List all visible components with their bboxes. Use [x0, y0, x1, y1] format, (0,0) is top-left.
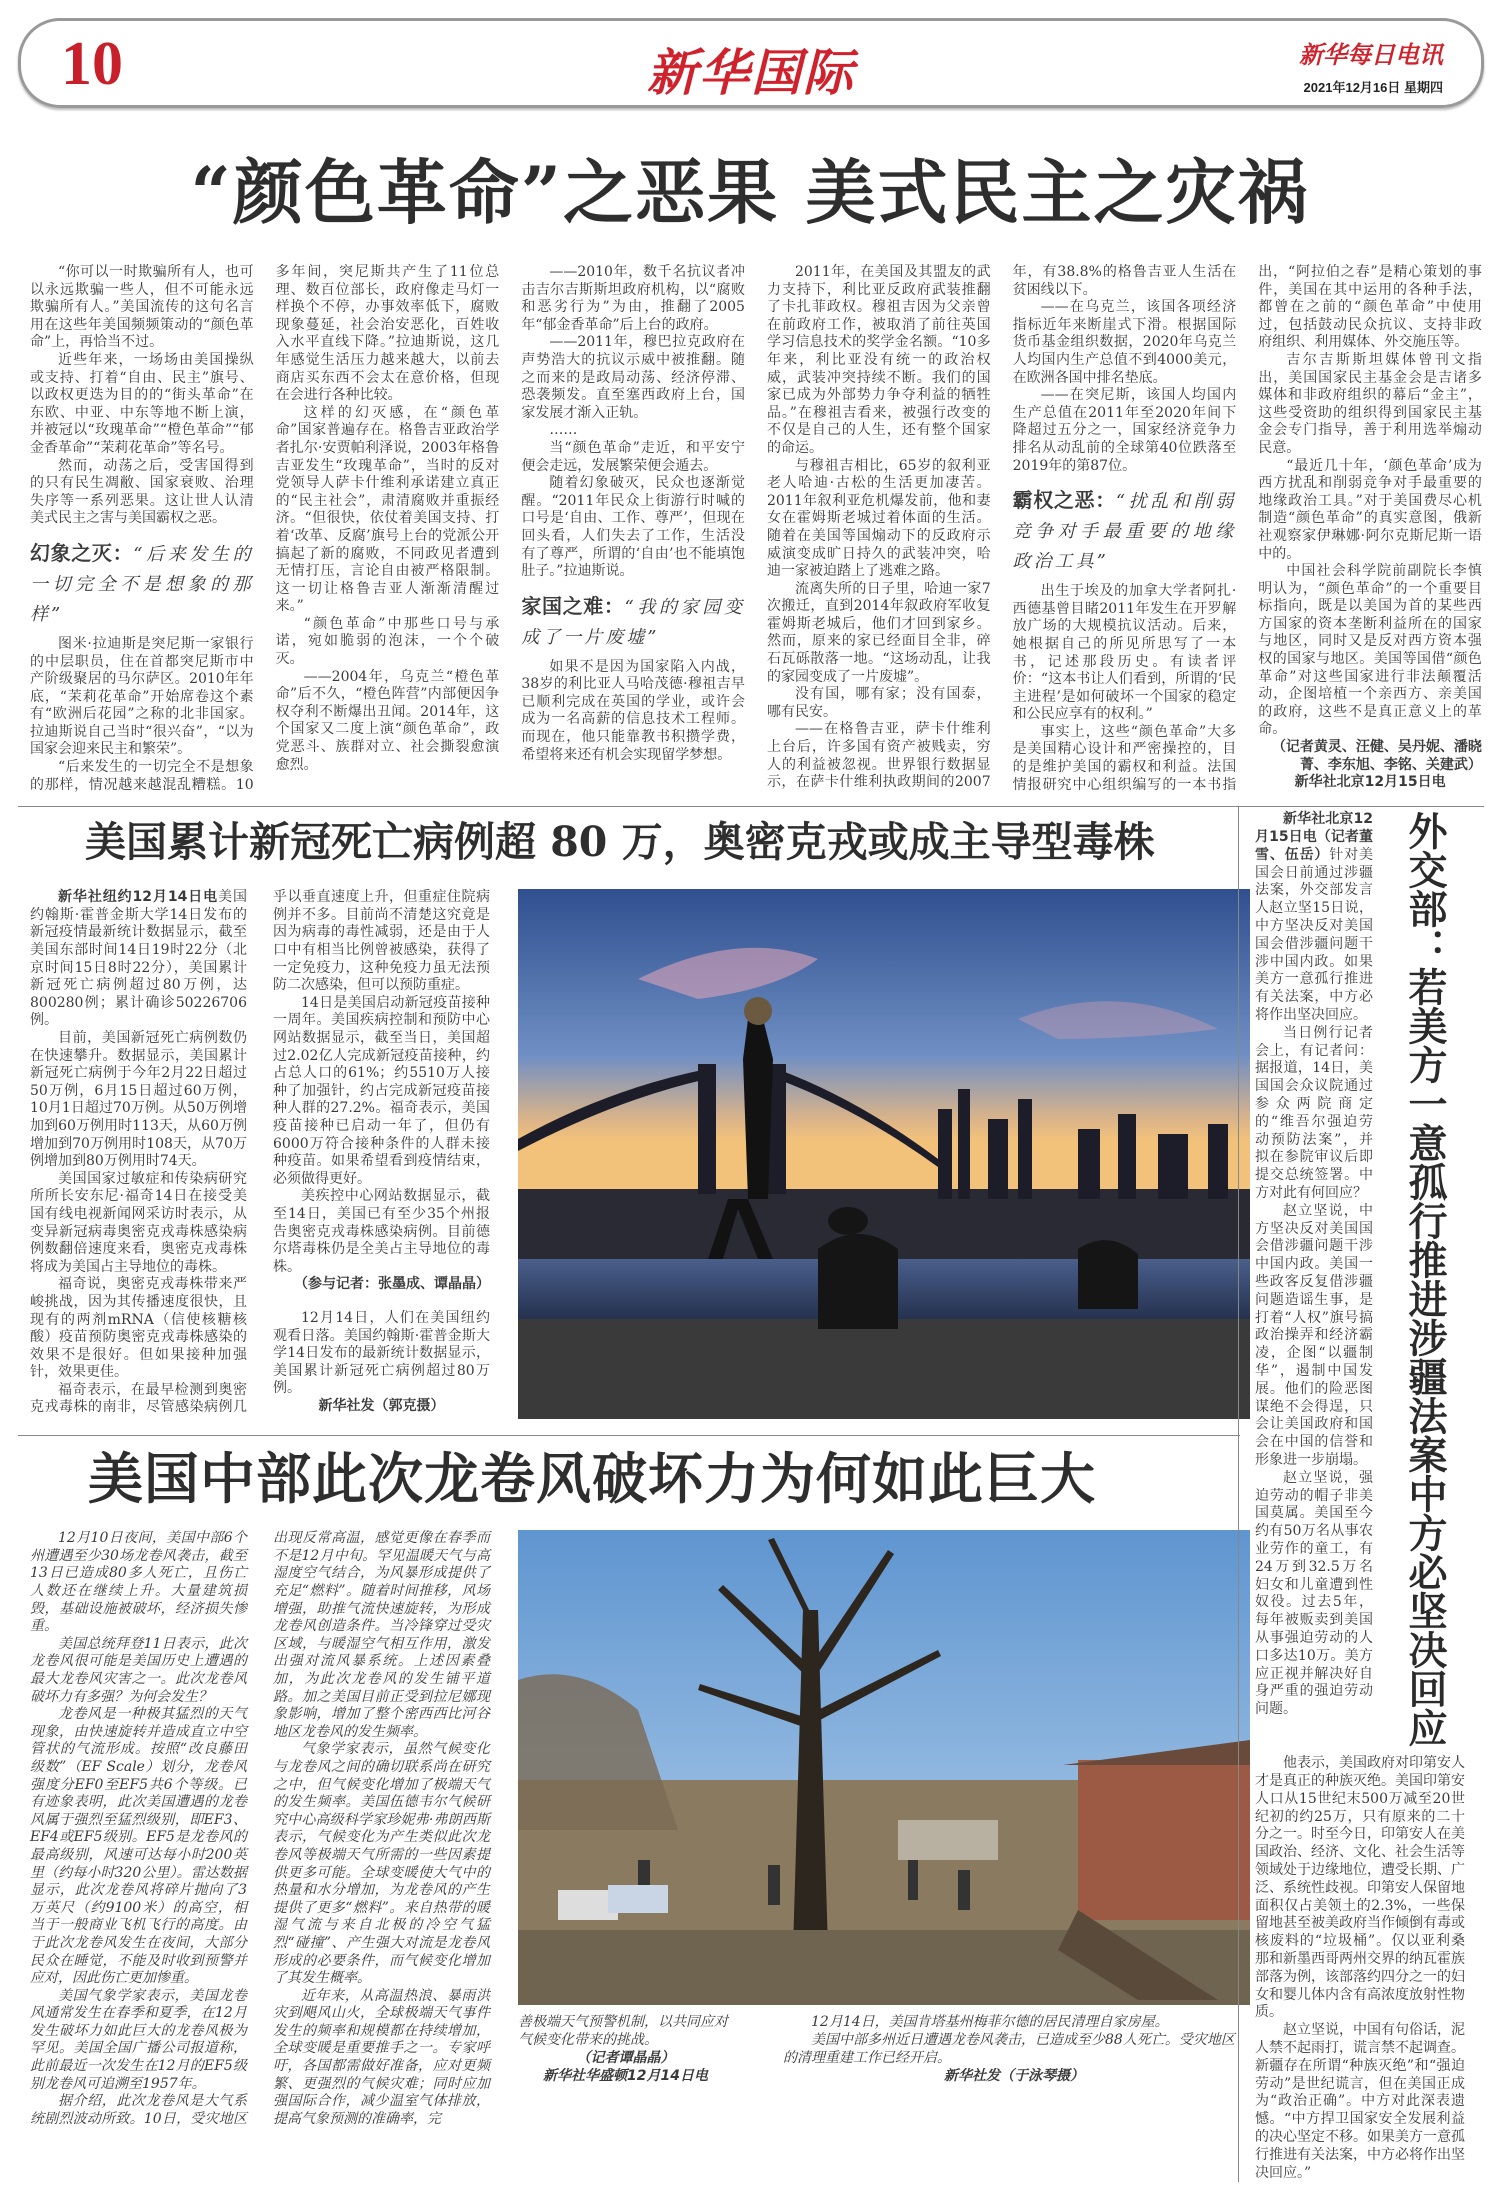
- headline-tornado: 美国中部此次龙卷风破坏力为何如此巨大: [88, 1446, 1097, 1512]
- dateline: 新华社华盛顿12月14日电: [543, 2068, 708, 2085]
- lower-section: [0, 807, 1484, 2182]
- paragraph: 如果不是因为国家陷入内战，38岁的利比亚人马哈茂德·穆祖吉早已顺利完成在英国的学业，或许会成为一名高薪的信息技术工程师。而现在，他只能靠教书积攒学费，希望将来还有机会实现留学梦想。: [521, 658, 745, 763]
- paragraph: 美国中部多州近日遭遇龙卷风袭击，已造成至少88人死亡。受灾地区的清理重建工作已经开启。: [783, 2032, 1235, 2067]
- paragraph: 2011年，在美国及其盟友的武力支持下，利比亚反政府武装推翻了卡扎菲政权。穆祖吉因为父亲曾在前政府工作，被取消了前往英国学习信息技术的奖学金名额。“10多年来，利比亚没有统一的政治权威，武装冲突持续不断。我们的国家已成为外部势力争夺利益的牺牲品。”在穆祖吉看来，被强行改变的不仅是自己的人生，还有整个国家的命运。: [766, 264, 991, 456]
- paper-name-logo: 新华每日电讯: [1299, 40, 1443, 69]
- dateline: 新华社发（于泳琴摄）: [944, 2068, 1084, 2085]
- reporter-credit: （记者黄灵、汪健、吴丹妮、潘晓菁、李东旭、李铭、关建武）: [1271, 739, 1482, 773]
- paragraph: 12月14日，美国肯塔基州梅菲尔德的居民清理自家房屋。: [811, 2014, 1169, 2031]
- reporter-credit: （参与记者：张墨成、谭晶晶）: [294, 1276, 490, 1293]
- paragraph: 随着幻象破灭，民众也逐渐觉醒。“2011年民众上街游行时喊的口号是‘自由、工作、尊严’，但现在回头看，人们失去了工作，生活没有了尊严，所谓的‘自由’也不能填饱肚子。”拉迪斯说。: [521, 475, 745, 580]
- paragraph: 出生于埃及的加拿大学者阿扎·西德基曾目睹2011年发生在开罗解放广场的大规模抗议活动。后来，她根据自己的所见所思写了一本书，记述那段历史。有读者评价：“这本书让人们看到，所谓的‘民主进程’是如何破坏一个国家的稳定和公民应享有的权利。”: [1012, 583, 1237, 723]
- tornado-row: [30, 1530, 1240, 2128]
- photo-tornado-cleanup: [518, 1530, 1250, 2005]
- paragraph: [1255, 811, 1373, 1025]
- headline-color-revolution: “颜色革命”之恶果 美式民主之灾祸: [190, 151, 1310, 234]
- lower-main-column: [0, 807, 1240, 2182]
- paragraph: 美疾控中心网站数据显示，截至14日，美国已有至少35个州报告奥密克戎毒株感染病例。目前德尔塔毒株仍是全美占主导地位的毒株。: [273, 1188, 490, 1275]
- paragraph: 吉尔吉斯斯坦媒体曾刊文指出，美国国家民主基金会是吉诸多媒体和非政府组织的幕后“金主”，这些受资助的组织得到国家民主基金会专门指导，善于利用选举煽动民意。: [1258, 351, 1482, 456]
- paragraph: “颜色革命”中那些口号与承诺，宛如脆弱的泡沫，一个个破灭。: [275, 615, 500, 668]
- photo-caption-tornado: [783, 2013, 1245, 2085]
- page-number: 10: [61, 30, 123, 98]
- photo-new-york-sunset: [518, 889, 1250, 1419]
- paragraph: ——2011年，穆巴拉克政府在声势浩大的抗议示威中被推翻。随之而来的是政局动荡、经济停滞、恐袭频发。直至塞西政府上台，国家发展才渐入正轨。: [521, 334, 745, 421]
- issue-date: 2021年12月16日 星期四: [1303, 80, 1443, 95]
- subheading: [30, 538, 254, 630]
- paragraph: 福奇说，奥密克戎毒株带来严峻挑战，因为其传播速度很快，且现有的两剂mRNA（信使核糖核酸）疫苗预防奥密克戎毒株感染的效果不是很好。但如果接种加强针，效果更佳。: [30, 1276, 247, 1381]
- article-tornado-body-end: [518, 2013, 733, 2085]
- subheading-quote: “后来发生的一切完全不是想象的那样”: [30, 543, 254, 625]
- dateline: 新华社北京12月15日电: [1294, 774, 1446, 791]
- covid-row: [30, 889, 1240, 1419]
- paragraph: 当日例行记者会上，有记者问：据报道，14日，美国国会众议院通过参众两院商定的“维吾尔强迫劳动预防法案”，并拟在参院审议后即提交总统签署。中方对此有何回应？: [1255, 1024, 1373, 1201]
- masthead: [18, 18, 1484, 108]
- paragraph: 他表示，美国政府对印第安人才是真正的种族灭绝。美国印第安人口从15世纪末500万减至20世纪初的约25万，只有原来的二十分之一。时至今日，印第安人在美国政治、经济、文化、社会生活等领域处于边缘地位，遭受长期、广泛、系统性歧视。印第安人保留地面积仅占美领土的2.3%，一些保留地甚至被美政府当作倾倒有毒或核废料的“垃圾桶”。仅以亚利桑那和新墨西哥两州交界的纳瓦霍族部落为例，该部落约四分之一的妇女和婴儿体内含有高浓度放射性物质。: [1255, 1755, 1465, 2021]
- paragraph: ——在乌克兰，该国各项经济指标近年来断崖式下滑。根据国际货币基金组织数据，2020年乌克兰人均国内生产总值不到4000美元，在欧洲各国中排名垫底。: [1012, 299, 1237, 386]
- paragraph: ——2010年，数千名抗议者冲击吉尔吉斯斯坦政府机构，以“腐败和恶劣行为”为由，推翻了2005年“郁金香革命”后上台的政府。: [521, 264, 745, 333]
- article-foreign-ministry-body: [1255, 811, 1373, 1719]
- paragraph: 与穆祖吉相比，65岁的叙利亚老人哈迪·古松的生活更加凄苦。2011年叙利亚危机爆发前，他和妻女在霍姆斯老城过着体面的生活。随着在美国等国煽动下的反政府示威演变成旷日持久的武装冲突，哈迪一家被迫踏上了逃难之路。: [766, 457, 991, 580]
- subheading-label: 霸权之恶：: [1012, 488, 1116, 513]
- dateline: （记者谭晶晶）: [576, 2050, 675, 2067]
- paragraph: 目前，美国新冠死亡病例数仍在快速攀升。数据显示，美国累计新冠死亡病例于今年2月22日超过50万例，6月15日超过60万例，10月1日超过70万例。从50万例增加到60万例用时113天，从60万例增加到70万例用时108天，从70万例增加到80万例用时74天。: [30, 1030, 247, 1170]
- paragraph: 没有国，哪有家；没有国泰，哪有民安。: [766, 686, 991, 720]
- paragraph: 当“颜色革命”走近，和平安宁便会走远，发展繁荣便会遁去。: [521, 439, 745, 474]
- article-tornado-body: [30, 1530, 490, 2128]
- paragraph: 气象学家表示，虽然气候变化与龙卷风之间的确切联系尚在研究之中，但气候变化增加了极端天气的发生频率。美国伍德韦尔气候研究中心高级科学家珍妮弗·弗朗西斯表示，气候变化为产生类似此次龙卷风等极端天气所需的一些因素提供更多可能。全球变暖使大气中的热量和水分增加，为龙卷风的产生提供了更多“燃料”。来自热带的暖湿气流与来自北极的冷空气猛烈“碰撞”、产生强大对流是龙卷风形成的必要条件，而气候变化增加了其发生概率。: [273, 1741, 490, 1987]
- dateline-lead: 新华社北京12月15日电（记者董雪、伍岳）: [1255, 811, 1373, 863]
- subheading: [1013, 485, 1237, 577]
- dateline-lead: 新华社纽约12月14日电: [58, 889, 219, 906]
- paragraph: “后来发生的一切完全不是想象的那样，情况越来越混乱糟糕。10多年间，突尼斯共产生了11位总理、数百位部长，政府像走马灯一样换个不停，办事效率低下，腐败现象蔓延，社会治安恶化，百姓收入水平直线下降。”拉迪斯说，这几年感觉生活压力越来越大，以前去商店买东西不会太在意价格，但现在会进行各种比较。: [30, 264, 500, 793]
- tornado-photo-block: [518, 1530, 1250, 2085]
- subheading-label: 家国之难：: [521, 593, 625, 618]
- divider: [18, 1435, 1240, 1436]
- paragraph: 事实上，这些“颜色革命”大多是美国精心设计和严密操控的，目的是维护美国的霸权和利益。法国情报研究中心组织编写的一本书指出，“阿拉伯之春”是精心策划的事件，美国在其中运用的各种手法，都曾在之前的“颜色革命”中使用过，包括鼓动民众抗议、支持非政府组织、利用媒体、外交施压等。: [1012, 264, 1482, 793]
- paragraph: 龙卷风是一种极其猛烈的天气现象，由快速旋转并造成直立中空管状的气流形成。按照“改良藤田级数”（EF Scale）划分，龙卷风强度分EF0至EF5共6个等级。已有迹象表明，此次美国遭遇的龙卷风属于强烈至猛烈级别，即EF3、EF4或EF5级别。EF5是龙卷风的最高级别，风速可达每小时200英里（约每小时320公里）。雷达数据显示，此次龙卷风将碎片抛向了3万英尺（约9100米）的高空，相当于一般商业飞机飞行的高度。由于此次龙卷风发生在夜间，大部分民众在睡觉，不能及时收到预警并应对，因此伤亡更加惨重。: [30, 1706, 247, 1987]
- paragraph: [30, 889, 247, 1030]
- paragraph: ……: [549, 422, 578, 439]
- paragraph-text: 美国约翰斯·霍普金斯大学14日发布的新冠疫情最新统计数据显示，截至美国东部时间14日19时22分（北京时间15日8时22分），美国累计新冠死亡病例超过80万例，达800280例；累计确诊50226706例。: [30, 889, 248, 1029]
- paragraph: 福奇表示，在最早检测到奥密克戎毒株的南非，尽管感染病例几乎以垂直速度上升，但重症住院病例并不多。目前尚不清楚这究竟是因为病毒的毒性减弱，还是由于人口中有相当比例曾被感染，获得了一定免疫力，这种免疫力虽无法预防二次感染，但可以预防重症。: [30, 889, 490, 1416]
- paragraph: 然而，动荡之后，受害国得到的只有民生凋敝、国家衰败、治理失序等一系列恶果。这让世人认清美式民主之害与美国霸权之恶。: [30, 457, 254, 527]
- paragraph-text: 针对美国会日前通过涉疆法案，外交部发言人赵立坚15日说，中方坚决反对美国国会借涉疆问题干涉中国内政。如果美方一意孤行推进有关法案，中方必将作出坚决回应。: [1255, 846, 1374, 1024]
- paragraph: 善极端天气预警机制，以共同应对气候变化带来的挑战。: [518, 2014, 728, 2049]
- sidebar-foreign-ministry: [1238, 807, 1482, 2182]
- paragraph: 美国国家过敏症和传染病研究所所长安东尼·福奇14日在接受美国有线电视新闻网采访时表示，从变异新冠病毒奥密克戎毒株感染病例数翻倍速度来看，奥密克戎毒株将成为美国占主导地位的毒株。: [30, 1170, 247, 1275]
- paragraph: 图米·拉迪斯是突尼斯一家银行的中层职员，住在首都突尼斯市中产阶级聚居的马尔萨区。2010年年底，“茉莉花革命”开始席卷这个素有“欧洲后花园”之称的北非国家。拉迪斯说自己当时“很兴奋”，“以为国家会迎来民主和繁荣”。: [30, 635, 254, 758]
- paragraph: “最近几十年，‘颜色革命’成为西方扰乱和削弱竞争对手最重要的地缘政治工具。”对于美国费尽心机制造“颜色革命”的真实意图，俄新社观察家伊琳娜·阿尔克斯尼斯一语中的。: [1258, 457, 1482, 562]
- paragraph: ——2004年，乌克兰“橙色革命”后不久，“橙色阵营”内部便因争权夺利不断爆出丑闻。2014年，这个国家又二度上演“颜色革命”，政党恶斗、族群对立、社会撕裂愈演愈烈。: [275, 668, 500, 773]
- subheading: [521, 591, 745, 653]
- paragraph: 美国总统拜登11日表示，此次龙卷风很可能是美国历史上遭遇的最大龙卷风灾害之一。此次龙卷风破坏力有多强？为何会发生？: [30, 1635, 247, 1705]
- article-color-revolution-body: [30, 264, 1482, 794]
- subheading-quote: “我的家园变成了一片废墟”: [521, 596, 745, 648]
- paragraph: 赵立坚说，中方坚决反对美国国会借涉疆问题干涉中国内政。美国一些政客反复借涉疆问题造谣生事，是打着“人权”旗号搞政治操弄和经济霸凌，企图“以疆制华”，遏制中国发展。他们的险恶图谋绝不会得逞，只会让美国政府和国会在中国的信誉和形象进一步崩塌。: [1255, 1202, 1373, 1468]
- paragraph: 近些年来，一场场由美国操纵或支持、打着“自由、民主”旗号、以政权更迭为目的的“街头革命”在东欧、中亚、中东等地不断上演，并被冠以“玫瑰革命”“橙色革命”“郁金香革命”“茉莉花革命”等名号。: [30, 351, 254, 456]
- headline-foreign-ministry: 外交部：若美方一意孤行推进涉疆法案中方必坚决回应: [1402, 811, 1448, 1748]
- dateline: 新华社发（郭克摄）: [318, 1397, 445, 1414]
- subheading-quote: “扰乱和削弱竞争对手最重要的地缘政治工具”: [1012, 491, 1237, 573]
- paragraph: 赵立坚说，中国有句俗话，泥人禁不起雨打，谎言禁不起调查。新疆存在所谓“种族灭绝”和“强迫劳动”是世纪谎言，但在美国正成为“政治正确”。中方对此深表遗憾。“中方捍卫国家安全发展利益的决心坚定不移。如果美方一意孤行推进有关法案，中方必将作出坚决回应。”: [1255, 2022, 1465, 2181]
- paragraph: 美国气象学家表示，美国龙卷风通常发生在春季和夏季，在12月发生破坏力如此巨大的龙卷风极为罕见。美国全国广播公司报道称，此前最近一次发生在12月的EF5级别龙卷风可追溯至1957年。: [30, 1987, 247, 2092]
- paragraph: 据介绍，此次龙卷风是大气系统剧烈波动所致。10日，受灾地区出现反常高温，感觉更像在春季而不是12月中旬。罕见温暖天气与高湿度空气结合，为风暴形成提供了充足“燃料”。随着时间推移，风场增强，助推气流快速旋转，为形成龙卷风创造条件。当冷锋穿过受灾区域，与暖湿空气相互作用，激发出强对流风暴系统。上述因素叠加，为此次龙卷风的发生铺平道路。加之美国目前正受到拉尼娜现象影响，增加了整个密西西比河谷地区龙卷风的发生频率。: [30, 1530, 490, 2127]
- paragraph: 赵立坚说，强迫劳动的帽子非美国莫属。美国至今约有50万名从事农业劳作的童工，有24万到32.5万名妇女和儿童遭到性奴役。过去5年，每年被贩卖到美国从事强迫劳动的人口多达10万。美方应正视并解决好自身严重的强迫劳动问题。: [1255, 1469, 1373, 1718]
- photo-caption: 12月14日，人们在美国纽约观看日落。美国约翰斯·霍普金斯大学14日发布的最新统计数据显示，美国累计新冠死亡病例超过80万例。: [273, 1309, 490, 1397]
- paragraph: ——在突尼斯，该国人均国内生产总值在2011年至2020年间下降超过五分之一，国家经济竞争力排名从动乱前的全球第40位跌落至2019年的第87位。: [1012, 387, 1237, 474]
- paragraph: 14日是美国启动新冠疫苗接种一周年。美国疾病控制和预防中心网站数据显示，截至当日，美国超过2.02亿人完成新冠疫苗接种，约占总人口的61%；约5510万人接种了加强针，约占完成新冠疫苗接种人群的27.2%。福奇表示，美国疫苗接种已启动一年了，但仍有6000万符合接种条件的人群未接种疫苗。如果希望看到疫情结束，必须做得更好。: [273, 994, 490, 1187]
- paragraph: 流离失所的日子里，哈迪一家7次搬迁，直到2014年叙政府军收复霍姆斯老城后，他们才回到家乡。然而，原来的家已经面目全非，碎石瓦砾散落一地。“这场动乱，让我的家园变成了一片废墟”。: [766, 580, 991, 685]
- paragraph: “你可以一时欺骗所有人，也可以永远欺骗一些人，但不可能永远欺骗所有人。”美国流传的这句名言用在这些年美国频频策动的“颜色革命”上，再恰当不过。: [30, 264, 254, 351]
- paragraph: ——在格鲁吉亚，萨卡什维利上台后，许多国有资产被贱卖，穷人的利益被忽视。世界银行数据显示，在萨卡什维利执政期间的2007年，有38.8%的格鲁吉亚人生活在贫困线以下。: [766, 264, 1237, 791]
- sidebar-top: [1255, 811, 1482, 1747]
- article-foreign-ministry-body-continued: [1255, 1755, 1465, 2182]
- headline-covid: 美国累计新冠死亡病例超 80 万，奥密克戎或成主导型毒株: [85, 818, 1155, 867]
- paragraph: 这样的幻灭感，在“颜色革命”国家普遍存在。格鲁吉亚政治学者扎尔·安贾帕利泽说，2003年格鲁吉亚发生“玫瑰革命”，当时的反对党领导人萨卡什维利承诺建立真正的“民主社会”，肃清腐败并重振经济。“但很快，依仗着美国支持、打着‘改革、反腐’旗号上台的党派公开搞起了新的腐败，不同政见者遭到无情打压，言论自由被严格限制。这一切让格鲁吉亚人渐渐清醒过来。”: [275, 404, 500, 615]
- paragraph: 中国社会科学院前副院长李慎明认为，“颜色革命”的一个重要目标指向，既是以美国为首的某些西方国家的资本垄断利益所在的国家与地区，同时又是反对西方资本强权的国家与地区。美国等国借“颜色革命”对这些国家进行非法颠覆活动，企图培植一个亲西方、亲美国的政府，这些不是真正意义上的革命。: [1258, 563, 1482, 738]
- subheading-label: 幻象之灭：: [30, 540, 134, 565]
- article-covid-body: [30, 889, 490, 1417]
- tornado-under-photo: [518, 2013, 1250, 2085]
- paragraph: 近年来，从高温热浪、暴雨洪灾到飓风山火，全球极端天气事件发生的频率和规模都在持续增加，全球变暖是重要推手之一。专家呼吁，各国都需做好准备，应对更频繁、更强烈的气候灾难；同时应加强国际合作，减少温室气体排放，提高气象预测的准确率，完: [273, 1987, 490, 2127]
- paragraph: 12月10日夜间，美国中部6个州遭遇至少30场龙卷风袭击，截至13日已造成80多人死亡，且伤亡人数还在继续上升。大量建筑损毁，基础设施被破坏，经济损失惨重。: [30, 1530, 247, 1635]
- section-logo: 新华国际: [647, 43, 855, 102]
